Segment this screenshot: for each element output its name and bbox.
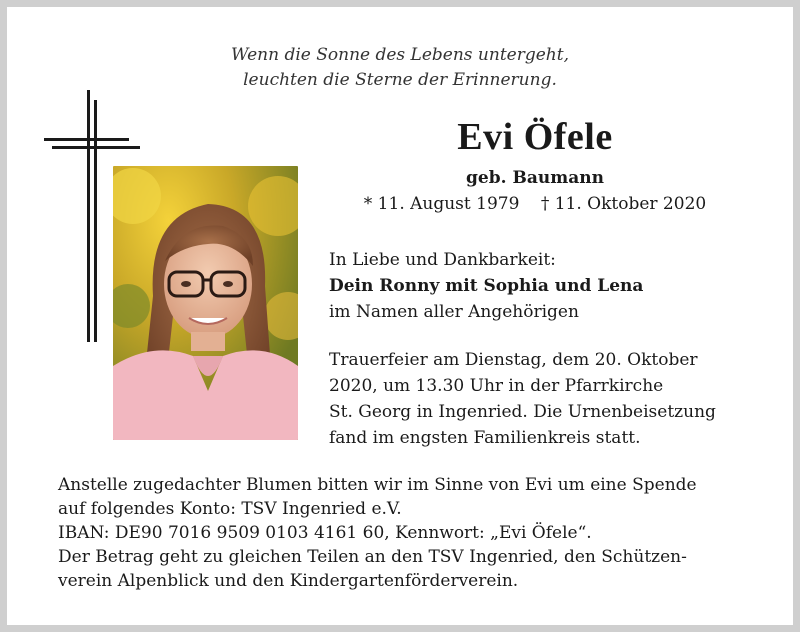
motto-line-1: Wenn die Sonne des Lebens untergeht, <box>231 45 569 65</box>
family-line-3: im Namen aller Angehörigen <box>329 302 579 322</box>
donation-line-2: auf folgendes Konto: TSV Ingenried e.V. <box>58 499 402 519</box>
funeral-info <box>329 347 716 451</box>
family-line-2: Dein Ronny mit Sophia und Lena <box>329 276 644 296</box>
donation-info <box>58 473 697 593</box>
death-date: † 11. Oktober 2020 <box>540 194 707 214</box>
motto <box>0 43 800 93</box>
maiden-name: geb. Baumann <box>466 168 604 188</box>
funeral-line-1: Trauerfeier am Dienstag, dem 20. Oktober <box>329 350 698 370</box>
motto-line-2: leuchten die Sterne der Erinnerung. <box>243 70 557 90</box>
portrait-photo <box>113 166 298 440</box>
funeral-line-3: St. Georg in Ingenried. Die Urnenbeisetzung <box>329 402 716 422</box>
donation-line-3: IBAN: DE90 7016 9509 0103 4161 60, Kennwort: „Evi Öfele“. <box>58 523 592 543</box>
family-signature <box>329 247 643 325</box>
life-dates <box>330 194 740 214</box>
funeral-line-2: 2020, um 13.30 Uhr in der Pfarrkirche <box>329 376 664 396</box>
funeral-line-4: fand im engsten Familienkreis statt. <box>329 428 641 448</box>
donation-line-1: Anstelle zugedachter Blumen bitten wir im Sinne von Evi um eine Spende <box>58 475 697 495</box>
birth-date: * 11. August 1979 <box>363 194 520 214</box>
deceased-name: Evi Öfele <box>457 116 613 158</box>
donation-line-4: Der Betrag geht zu gleichen Teilen an den TSV Ingenried, den Schützen- <box>58 547 687 567</box>
donation-line-5: verein Alpenblick und den Kindergartenförderverein. <box>58 571 519 591</box>
family-line-1: In Liebe und Dankbarkeit: <box>329 250 556 270</box>
